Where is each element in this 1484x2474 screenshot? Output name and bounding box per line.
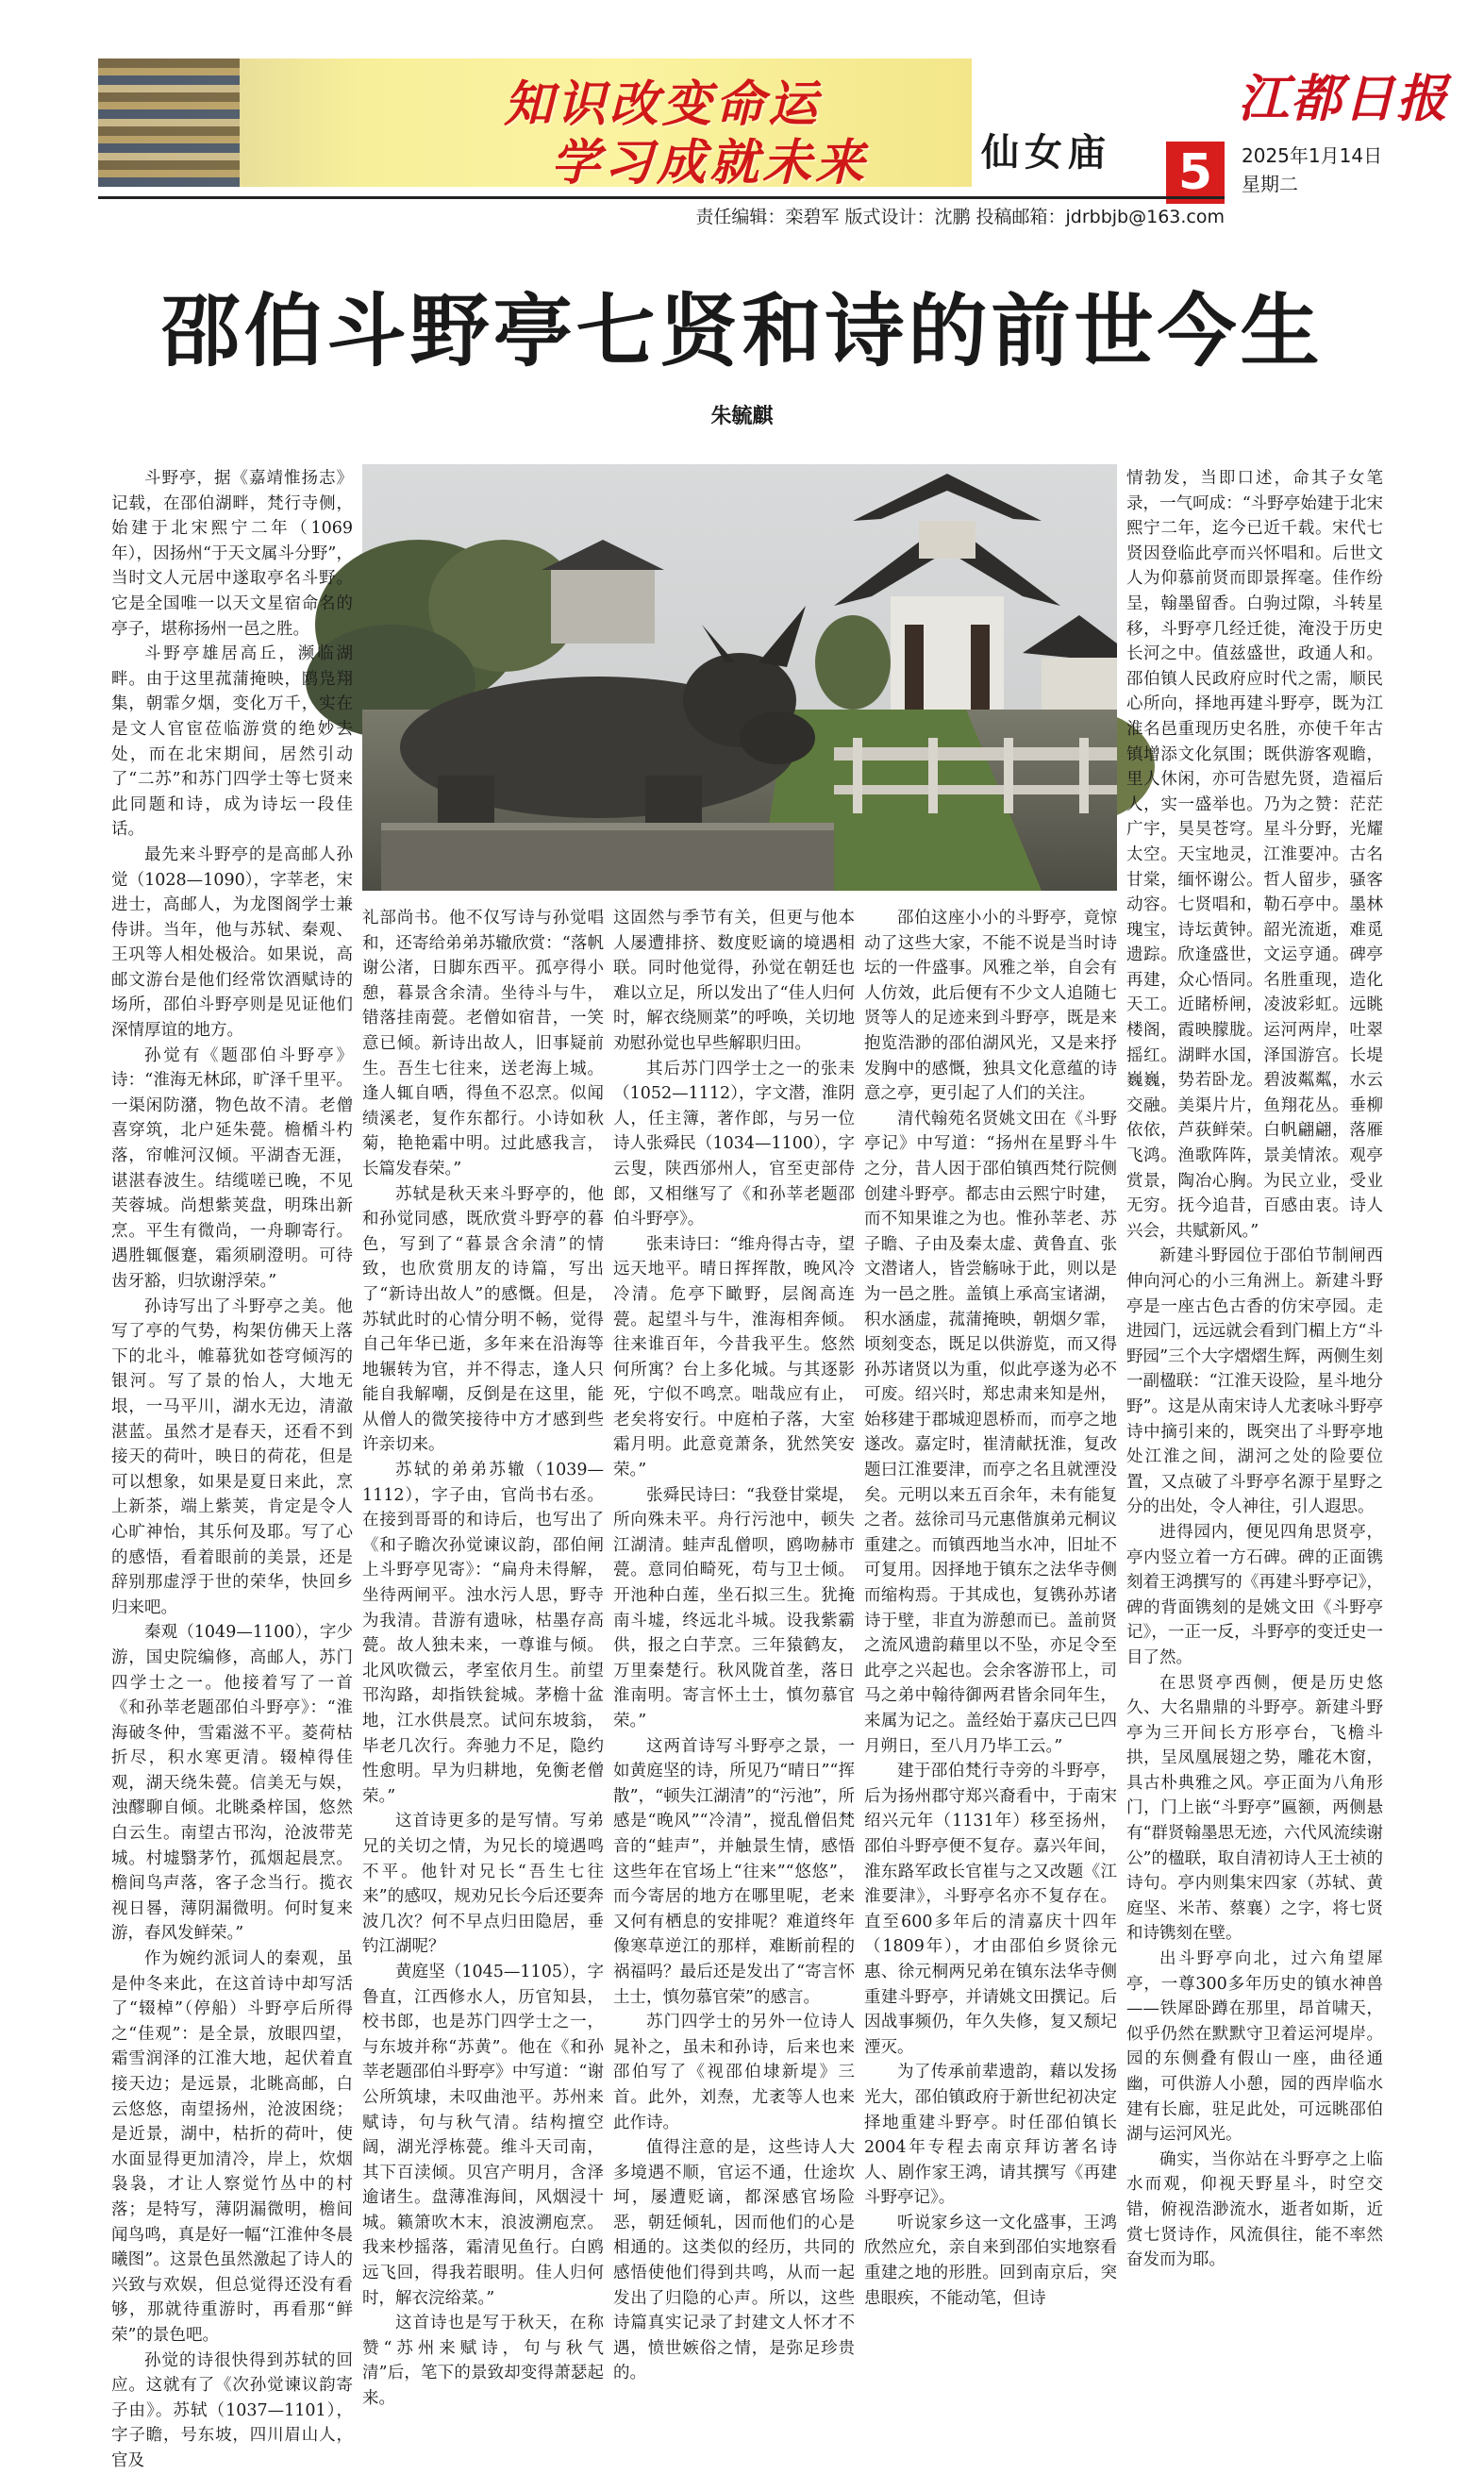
paragraph: 在思贤亭西侧，便是历史悠久、大名鼎鼎的斗野亭。新建斗野亭为三开间长方形亭台，飞檐斗拱，呈凤凰展翅之势，雕花木窗，具古朴典雅之风。亭正面为八角形门，门上嵌“斗野亭”匾额，两侧悬有“群贤翰墨思无迹，六代风流续谢公”的楹联，取自清初诗人王士祯的诗句。亭内则集宋四家（苏轼、黄庭坚、米芾、蔡襄）之字，将七贤和诗镌刻在壁。 [1126, 1673, 1383, 1944]
paragraph: 礼部尚书。他不仅写诗与孙觉唱和，还寄给弟弟苏辙欣赏：“落帆谢公渚，日脚东西平。孤亭得小憩，暮景含余清。坐待斗与牛，错落挂南甍。老僧如宿昔，一笑意已倾。新诗出故人，旧事疑前生。吾生七往来，送老海上城。逢人辄自哂，得鱼不忍烹。似闻绩溪老，复作东都行。小诗如秋菊，艳艳霜中明。过此感我言，长篇发春荣。” [362, 909, 604, 1178]
section-name: 仙女庙 [981, 130, 1111, 175]
paragraph: 苏门四学士的另外一位诗人晁补之，虽未和孙诗，后来也来邵伯写了《视邵伯埭新堤》三首。此外，刘焘，尤袤等人也来此作诗。 [613, 2013, 855, 2132]
article-column-3 [613, 906, 855, 2383]
paragraph: 值得注意的是，这些诗人大多境遇不顺，官运不通，仕途坎坷，屡遭贬谪，都深感官场险恶，朝廷倾轧，因而他们的心是相通的。这类似的经历，共同的感悟使他们得到共鸣，从而一起发出了归隐的心声。所以，这些诗篇真实记录了封建文人怀才不遇，愤世嫉俗之情，是弥足珍贵的。 [613, 2138, 855, 2383]
article-column-4 [864, 906, 1117, 2308]
paragraph: 孙诗写出了斗野亭之美。他写了亭的气势，构架仿佛天上落下的北斗，帷幕犹如苍穹倾泻的银河。写了景的怡人，大地无垠，一马平川，湖水无边，清澈湛蓝。虽然才是春天，还看不到接天的荷叶，映日的荷花，但是可以想象，如果是夏日来此，烹上新茶，端上紫荚，肯定是令人心旷神怡，其乐何及耶。写了心的感悟，看着眼前的美景，还是辞别那虚浮于世的荣华，快回乡归来吧。 [111, 1296, 353, 1617]
paragraph: 黄庭坚（1045—1105），字鲁直，江西修水人，历官知县，校书郎，也是苏门四学士之一，与东坡并称“苏黄”。他在《和孙莘老题邵伯斗野亭》中写道：“谢公所筑埭，未叹曲池平。苏州来赋诗，句与秋气清。结构擅空阔，湖光浮栋甍。维斗天司南，其下百渎倾。贝宫产明月，含泽逾诸生。盘薄准海间，风烟浸十城。籁箫吹木末，浪波溯庖烹。我来杪摇落，霜清见鱼行。白鸥远飞回，得我若眼明。佳人归何时，解衣浣绤菜。” [362, 1962, 604, 2308]
paragraph: 孙觉的诗很快得到苏轼的回应。这就有了《次孙觉谏议韵寄子由》。苏轼（1037—1101），字子瞻，号东坡，四川眉山人，官及 [111, 2350, 353, 2470]
paragraph: 孙觉有《题邵伯斗野亭》诗：“淮海无林邱，旷泽千里平。一渠闲防潴，物色故不清。老僧喜穿筑，北户延朱甍。檐楯斗杓落，帘帷河汉倾。平湖杳无涯，谌湛春波生。结缆嗟已晚，不见芙蓉城。尚想紫荚盘，明珠出新烹。平生有微尚，一舟聊寄行。遇胜辄偃蹇，霜须刷澄明。可待齿牙豁，归欤谢浮荣。” [111, 1045, 353, 1291]
date-text: 2025年1月14日 [1242, 144, 1383, 167]
credits-bar: 责任编辑：栾碧军 版式设计：沈鹏 投稿邮箱：jdrbbjb@163.com [98, 196, 1225, 226]
page-number: 5 [1166, 142, 1225, 204]
paragraph: 苏轼的弟弟苏辙（1039—1112），字子由，官尚书右丞。在接到哥哥的和诗后，也写出了《和子瞻次孙觉谏议韵，邵伯闸上斗野亭见寄》：“扁舟未得解，坐待两闸平。浊水污人思，野寺为我清。昔游有遗咏，枯墨存高甍。故人独未来，一尊谁与倾。北风吹微云，孝室依月生。前望邗沟路，却指铁瓮城。茅檐十盆地，江水供晨烹。试问东坡翁，毕老几次行。奔驰力不足，隐约性愈明。早为归耕地，免衡老僧荣。” [362, 1461, 604, 1806]
article-column-5 [1126, 466, 1383, 2270]
paragraph: 为了传承前辈遗韵，藉以发扬光大，邵伯镇政府于新世纪初决定择地重建斗野亭。时任邵伯镇长2004年专程去南京拜访著名诗人、剧作家王鸿，请其撰写《再建斗野亭记》。 [864, 2063, 1117, 2208]
header-banner [98, 59, 972, 192]
article-column-2 [362, 906, 604, 2409]
paragraph: 新建斗野园位于邵伯节制闸西伸向河心的小三角洲上。新建斗野亭是一座古色古香的仿宋亭园。走进园门，远远就会看到门楣上方“斗野园”三个大字熠熠生辉，两侧生刻一副楹联：“江淮天设险，星斗地分野”。这是从南宋诗人尤袤咏斗野亭诗中摘引来的，既突出了斗野亭地处江淮之间，湖河之处的险要位置，又点破了斗野亭名源于星野之分的出处，令人神往，引人遐思。 [1126, 1246, 1383, 1517]
article-headline: 邵伯斗野亭七贤和诗的前世今生 [160, 284, 1324, 377]
paragraph: 清代翰苑名贤姚文田在《斗野亭记》中写道：“扬州在星野斗牛之分，昔人因于邵伯镇西梵行院侧创建斗野亭。都志由云熙宁时建，而不知果谁之为也。惟孙莘老、苏子瞻、子由及秦太虚、黄鲁直、张文潜诸人，皆尝觞咏于此，则以是为一邑之胜。盖镇上承高宝诸湖，积水涵虚，菰蒲掩映，朝烟夕霏，顷刻变态，既足以供游览，而又得孙苏诸贤以为重，似此亭遂为必不可废。绍兴时，郑忠肃来知是州，始移建于郡城迎恩桥而，而亭之地遂改。嘉定时，崔清献抚淮，复改题曰江淮要津，而亭之名且就湮没矣。元明以来五百余年，未有能复之者。兹徐司马元惠偕旗弟元桐议重建之。而镇西地当水冲，旧址不可复用。因择地于镇东之法华寺侧而缩构焉。于其成也，复镌孙苏诸诗于壁，非直为游憩而已。盖前贤之流风遗韵藉里以不坠，亦足令至此亭之兴起也。会余客游邗上，司马之弟中翰待御两君皆余同年生，来属为记之。盖经始于嘉庆己巳四月朔日，至八月乃毕工云。” [864, 1109, 1117, 1756]
paragraph: 张舜民诗曰：“我登甘棠堤，所向殊未平。舟行污池中，顿失江湖清。蛙声乱僧呗，鸥吻赫市甍。意同伯畸死，苟与卫士倾。开池种白莲，坐石拟三生。犹掩南斗墟，终远北斗城。设我紫霸供，报之白芋烹。三年猿鹤友，万里秦楚行。秋风陇首垄，落日淮南明。寄言怀土士，慎勿慕官荣。” [613, 1485, 855, 1730]
paragraph: 建于邵伯梵行寺旁的斗野亭，后为扬州郡守郑兴裔看中，于南宋绍兴元年（1131年）移至扬州，邵伯斗野亭便不复存。嘉兴年间，淮东路军政长官崔与之又改题《江淮要津》，斗野亭名亦不复存在。直至600多年后的清嘉庆十四年（1809年），才由邵伯乡贤徐元惠、徐元桐两兄弟在镇东法华寺侧重建斗野亭，并请姚文田撰记。后因战事频仍，年久失修，复又颓圮湮灭。 [864, 1762, 1117, 2057]
paragraph: 出斗野亭向北，过六角望犀亭，一尊300多年历史的镇水神兽——铁犀卧蹲在那里，昂首啸天，似乎仍然在默默守卫着运河堤岸。园的东侧叠有假山一座，曲径通幽，可供游人小憩，园的西岸临水建有长廊，驻足此处，可远眺邵伯湖与运河风光。 [1126, 1949, 1383, 2145]
paragraph: 斗野亭雄居高丘，濒临湖畔。由于这里菰蒲掩映，鸥凫翔集，朝霏夕烟，变化万千，实在是文人官宦莅临游赏的绝妙去处，而在北宋期间，居然引动了“二苏”和苏门四学士等七贤来此同题和诗，成为诗坛一段佳话。 [111, 644, 353, 840]
books-decoration [98, 59, 240, 187]
article-column-1 [111, 466, 353, 2470]
paragraph: 这首诗更多的是写情。写弟兄的关切之情，为兄长的境遇鸣不平。他针对兄长“吾生七往来”的感叹，规劝兄长今后还要奔波几次？何不早点归田隐居，垂钓江湖呢？ [362, 1812, 604, 1957]
paragraph: 苏轼是秋天来斗野亭的，他和孙觉同感，既欣赏斗野亭的暮色，写到了“暮景含余清”的情致，也欣赏朋友的诗篇，写出了“新诗出故人”的感慨。但是，苏轼此时的心情分明不畅，觉得自己年华已逝，多年来在沿海等地辗转为官，并不得志，逢人只能自我解嘲，反倒是在这里，能从僧人的微笑接待中方才感到些许亲切来。 [362, 1184, 604, 1455]
masthead-logo: 江都日报 [1238, 68, 1449, 128]
issue-date [1242, 142, 1382, 198]
paragraph: 其后苏门四学士之一的张耒（1052—1112），字文潜，淮阴人，任主簿，著作郎，与另一位诗人张舜民（1034—1100），字云叟，陕西邠州人，官至吏部侍郎，又相继写了《和孙莘老题邵伯斗野亭》。 [613, 1059, 855, 1229]
paragraph: 这固然与季节有关，但更与他本人屡遭排挤、数度贬谪的境遇相联。同时他觉得，孙觉在朝廷也难以立足，所以发出了“佳人归何时，解衣绕厕菜”的呼唤，关切地劝慰孙觉也早些解职归田。 [613, 909, 855, 1053]
paragraph: 这首诗也是写于秋天，在称赞“苏州来赋诗，句与秋气清”后，笔下的景致却变得萧瑟起来。 [362, 2314, 604, 2409]
paragraph: 听说家乡这一文化盛事，王鸿欣然应允，亲自来到邵伯实地察看重建之地的形胜。回到南京后，突患眼疾，不能动笔，但诗 [864, 2213, 1117, 2308]
paragraph: 作为婉约派词人的秦观，虽是仲冬来此，在这首诗中却写活了“辍棹”（停船）斗野亭后所得之“佳观”：是全景，放眼四望，霜雪润泽的江淮大地，起伏着直接天边；是远景，北眺高邮，白云悠悠，南望扬州，沧波困绕；是近景，湖中，枯折的荷叶，使水面显得更加清冷，岸上，炊烟袅袅，才让人察觉竹丛中的村落；是特写，薄阴漏微明，檐间闻鸟鸣，真是好一幅“江淮仲冬晨曦图”。这景色虽然激起了诗人的兴致与欢娱，但总觉得还没有看够，那就待重游时，再看那“鲜荣”的景色吧。 [111, 1949, 353, 2345]
paragraph: 最先来斗野亭的是高邮人孙觉（1028—1090），字莘老，宋进士，高邮人，为龙图阁学士兼侍讲。当年，他与苏轼、秦观、王巩等人相处极洽。如果说，高邮文游台是他们经常饮酒赋诗的场所，邵伯斗野亭则是见证他们深情厚谊的地方。 [111, 844, 353, 1041]
pavilion-and-iron-ox-image [362, 464, 1117, 891]
slogan-line-2: 学习成就未来 [551, 135, 869, 192]
article-photo [362, 464, 1117, 891]
paragraph: 情勃发，当即口述，命其子女笔录，一气呵成：“斗野亭始建于北宋熙宁二年，迄今已近千载。宋代七贤因登临此亭而兴怀唱和。后世文人为仰慕前贤而即景挥毫。佳作纷呈，翰墨留香。白驹过隙，斗转星移，斗野亭几经迁徙，淹没于历史长河之中。值兹盛世，政通人和。邵伯镇人民政府应时代之需，顺民心所向，择地再建斗野亭，既为江淮名邑重现历史名胜，亦使千年古镇增添文化氛围；既供游客观瞻，里人休闲，亦可告慰先贤，造福后人，实一盛举也。乃为之赞：茫茫广宇，昊昊苍穹。星斗分野，光耀太空。天宝地灵，江淮要冲。古名甘棠，缅怀谢公。哲人留步，骚客动容。七贤唱和，勒石亭中。墨林瑰宝，诗坛黄钟。韶光流逝，难觅遗踪。欣逢盛世，文运亨通。碑亭再建，众心悟同。名胜重现，造化天工。近睹桥闸，凌波彩虹。远眺楼阁，霞映朦胧。运河两岸，吐翠摇红。湖畔水国，泽国游宫。长堤巍巍，势若卧龙。碧波粼粼，水云交融。美渠片片，鱼翔花丛。垂柳依依，芦荻鲜荣。白帆翩翩，落雁飞鸿。渔歌阵阵，景美情浓。观亭赏景，陶冶心胸。为民立业，受业无穷。抚今追昔，百感由衷。诗人兴会，共赋新风。” [1126, 469, 1383, 1241]
paragraph: 这两首诗写斗野亭之景，一如黄庭坚的诗，所见乃“晴日”“挥散”，“顿失江湖清”的“污池”，所感是“晚风”“冷清”，搅乱僧侣梵音的“蛙声”，并触景生情，感悟这些年在官场上“往来”“悠悠”，而今寄居的地方在哪里呢，老来又何有栖息的安排呢？难道终年像寒草逆江的那样，难断前程的祸福吗？最后还是发出了“寄言怀土士，慎勿慕官荣”的感言。 [613, 1736, 855, 2007]
weekday-text: 星期二 [1242, 173, 1298, 195]
slogan-line-1: 知识改变命运 [504, 76, 822, 133]
paragraph: 张耒诗曰：“维舟得古寺，望远天地平。晴日挥挥散，晚风冷冷清。危亭下瞰野，层阁高连甍。起望斗与牛，淮海相奔倾。往来谁百年，今昔我平生。悠然何所寓？台上多化城。与其逐影死，宁似不鸣烹。咄哉应有止，老矣将安行。中庭柏子落，大室霜月明。此意竟萧条，犹然笑安荣。” [613, 1234, 855, 1480]
article-byline: 朱毓麒 [710, 405, 774, 428]
paragraph: 秦观（1049—1100），字少游，国史院编修，高邮人，苏门四学士之一。他接着写了一首《和孙莘老题邵伯斗野亭》：“淮海破冬仲，雪霜滋不平。菱荷枯折尽，积水寒更清。辍棹得佳观，湖天绕朱甍。信美无与娱，浊醪聊自倾。北眺桑梓国，悠然白云生。南望古邗沟，沧波带芜城。村墟翳茅竹，孤烟起晨烹。檐间鸟声落，客子念当行。揽衣视日晷，薄阴漏微明。何时复来游，春风发鲜荣。” [111, 1623, 353, 1944]
paragraph: 进得园内，便见四角思贤亭，亭内竖立着一方石碑。碑的正面镌刻着王鸿撰写的《再建斗野亭记》，碑的背面镌刻的是姚文田《斗野亭记》，一正一反，斗野亭的变迁史一目了然。 [1126, 1522, 1383, 1667]
paragraph: 邵伯这座小小的斗野亭，竟惊动了这些大家，不能不说是当时诗坛的一件盛事。风雅之举，自会有人仿效，此后便有不少文人追随七贤等人的足迹来到斗野亭，既是来抱览浩渺的邵伯湖风光，又是来抒发胸中的感慨，独具文化意蕴的诗意之亭，更引起了人们的关注。 [864, 909, 1117, 1104]
paragraph: 斗野亭，据《嘉靖惟扬志》记载，在邵伯湖畔，梵行寺侧，始建于北宋熙宁二年（1069年），因扬州“于天文属斗分野”，当时文人元居中遂取亭名斗野。它是全国唯一以天文星宿命名的亭子，堪称扬州一邑之胜。 [111, 469, 353, 639]
paragraph: 确实，当你站在斗野亭之上临水而观，仰视天野星斗，时空交错，俯视浩渺流水，逝者如斯，近赏七贤诗作，风流俱往，能不率然奋发而为耶。 [1126, 2149, 1383, 2270]
